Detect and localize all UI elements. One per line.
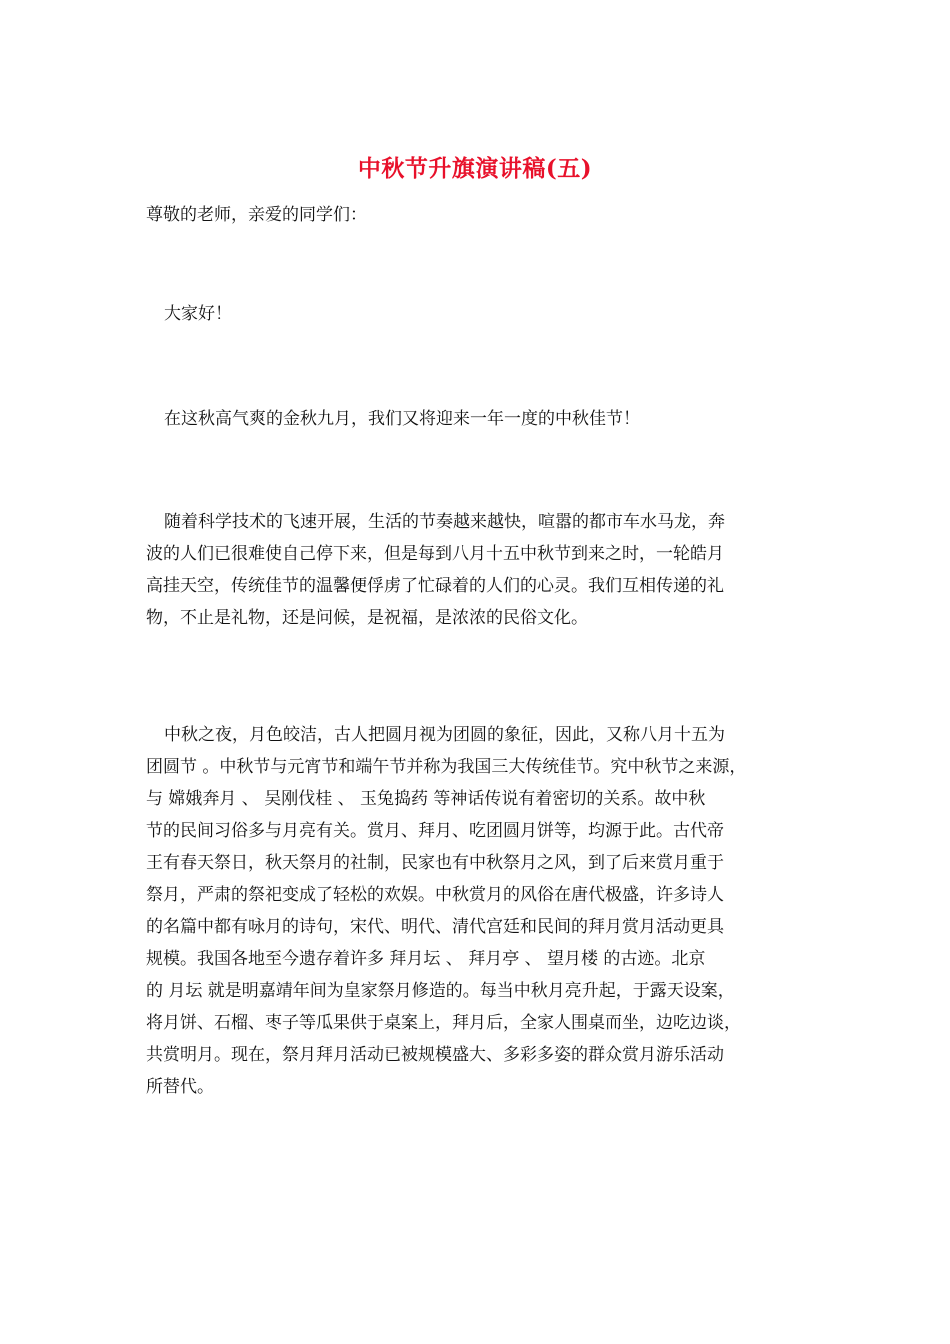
paragraph-3-line: 与 嫦娥奔月 、 吴刚伐桂 、 玉兔捣药 等神话传说有着密切的关系。故中秋 (146, 789, 706, 809)
paragraph-3-line: 的名篇中都有咏月的诗句，宋代、明代、清代宫廷和民间的拜月赏月活动更具 (146, 917, 724, 937)
paragraph-3-line: 将月饼、石榴、枣子等瓜果供于桌案上，拜月后，全家人围桌而坐，边吃边谈， (146, 1013, 741, 1033)
paragraph-3-line: 中秋之夜，月色皎洁，古人把圆月视为团圆的象征，因此，又称八月十五为 (164, 725, 725, 745)
salutation: 尊敬的老师，亲爱的同学们： (146, 205, 367, 225)
paragraph-3-line: 王有春天祭日，秋天祭月的社制，民家也有中秋祭月之风，到了后来赏月重于 (146, 853, 724, 873)
paragraph-3-line: 团圆节 。中秋节与元宵节和端午节并称为我国三大传统佳节。究中秋节之来源， (146, 757, 747, 777)
paragraph-3-line: 的 月坛 就是明嘉靖年间为皇家祭月修造的。每当中秋月亮升起，于露天设案， (146, 981, 735, 1001)
paragraph-3-line: 节的民间习俗多与月亮有关。赏月、拜月、吃团圆月饼等，均源于此。古代帝 (146, 821, 724, 841)
paragraph-2-line: 随着科学技术的飞速开展，生活的节奏越来越快，喧嚣的都市车水马龙，奔 (164, 512, 725, 532)
paragraph-2-line: 物，不止是礼物，还是问候，是祝福，是浓浓的民俗文化。 (146, 608, 588, 628)
paragraph-3-line: 所替代。 (146, 1077, 214, 1097)
document-title: 中秋节升旗演讲稿(五) (357, 155, 593, 182)
paragraph-3-line: 共赏明月。现在，祭月拜月活动已被规模盛大、多彩多姿的群众赏月游乐活动 (146, 1045, 724, 1065)
paragraph-3-line: 祭月，严肃的祭祀变成了轻松的欢娱。中秋赏月的风俗在唐代极盛，许多诗人 (146, 885, 724, 905)
paragraph-3 (146, 719, 811, 1103)
paragraph-3-line: 规模。我国各地至今遗存着许多 拜月坛 、 拜月亭 、 望月楼 的古迹。北京 (146, 949, 706, 969)
paragraph-2-line: 高挂天空，传统佳节的温馨便俘虏了忙碌着的人们的心灵。我们互相传递的礼 (146, 576, 724, 596)
paragraph-1: 在这秋高气爽的金秋九月，我们又将迎来一年一度的中秋佳节！ (164, 409, 640, 429)
paragraph-2 (146, 506, 811, 634)
paragraph-2-line: 波的人们已很难使自己停下来，但是每到八月十五中秋节到来之时，一轮皓月 (146, 544, 724, 564)
greeting: 大家好！ (164, 304, 232, 324)
